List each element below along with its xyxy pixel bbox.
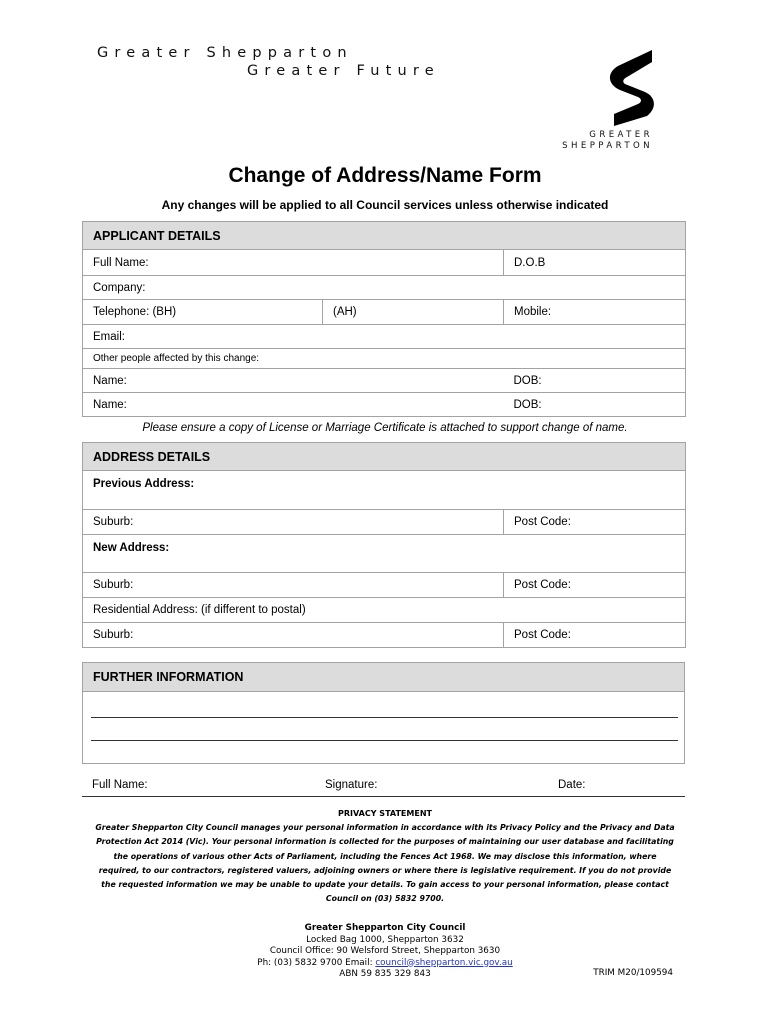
logo-wordmark (562, 130, 653, 152)
signoff-line[interactable] (82, 796, 685, 797)
tagline-line1: Greater Shepparton (97, 45, 353, 61)
logo-text-line1: GREATER (589, 130, 653, 140)
privacy-statement-title: PRIVACY STATEMENT (338, 809, 432, 818)
council-phone-email-prefix: Ph: (03) 5832 9700 Email: (257, 957, 373, 968)
council-abn: ABN 59 835 329 843 (339, 969, 431, 979)
residential-suburb-field[interactable]: Suburb: (83, 623, 504, 648)
tagline-line2: Greater Future (247, 63, 440, 79)
further-info-line (91, 717, 678, 718)
previous-suburb-field[interactable]: Suburb: (83, 510, 504, 535)
email-field[interactable]: Email: (83, 325, 686, 349)
signoff-full-name-label: Full Name: (92, 779, 148, 791)
telephone-ah-field[interactable]: (AH) (323, 300, 504, 325)
council-address-line1: Locked Bag 1000, Shepparton 3632 (306, 934, 464, 945)
council-email-link[interactable]: council@shepparton.vic.gov.au (375, 957, 513, 968)
form-title: Change of Address/Name Form (228, 164, 542, 187)
applicant-details-header: APPLICANT DETAILS (83, 222, 686, 250)
new-post-code-field[interactable]: Post Code: (504, 573, 686, 598)
other-person-name-field[interactable]: Name: (83, 369, 504, 393)
further-information-header: FURTHER INFORMATION (83, 663, 684, 692)
new-suburb-field[interactable]: Suburb: (83, 573, 504, 598)
privacy-statement-text: Greater Shepparton City Council manages your personal information in accordance with its Privacy Policy and the Privacy and Data Protection Act 2014 (Vic). Your personal information is collected for the purposes of maintaining our user database and facilitating the operations of various other Acts of Parliament, including the Fences Act 1968. We may disclose this information, where required, to our contractors, registered valuers, adjoining owners or where there is legislative requirement. If you do not provide the requested information we may be unable to update your details. To gain access to your personal information, please contact Council on (03) 5832 9700. (95, 823, 675, 904)
other-person-name-field[interactable]: Name: (83, 393, 504, 417)
certificate-note: Please ensure a copy of License or Marriage Certificate is attached to support change of name. (142, 422, 628, 434)
address-details-header: ADDRESS DETAILS (83, 443, 686, 471)
mobile-field[interactable]: Mobile: (504, 300, 686, 325)
residential-address-field[interactable]: Residential Address: (if different to postal) (83, 598, 686, 623)
previous-address-field[interactable]: Previous Address: (83, 471, 686, 510)
telephone-bh-field[interactable]: Telephone: (BH) (83, 300, 323, 325)
trim-reference: TRIM M20/109594 (593, 968, 673, 978)
dob-field[interactable]: D.O.B (504, 250, 686, 276)
address-details-table (82, 442, 686, 648)
shepparton-logo-icon (600, 48, 660, 128)
others-affected-label: Other people affected by this change: (83, 349, 686, 369)
council-name: Greater Shepparton City Council (304, 923, 466, 933)
logo-text-line2: SHEPPARTON (562, 141, 653, 151)
full-name-field[interactable]: Full Name: (83, 250, 504, 276)
further-info-line (91, 740, 678, 741)
other-person-dob-field[interactable]: DOB: (504, 393, 686, 417)
other-person-dob-field[interactable]: DOB: (504, 369, 686, 393)
applicant-details-table (82, 221, 686, 417)
signoff-date-label: Date: (558, 779, 586, 791)
new-address-field[interactable]: New Address: (83, 535, 686, 573)
previous-post-code-field[interactable]: Post Code: (504, 510, 686, 535)
signoff-signature-label: Signature: (325, 779, 378, 791)
company-field[interactable]: Company: (83, 276, 686, 300)
council-address-line2: Council Office: 90 Welsford Street, Shepparton 3630 (269, 946, 501, 956)
further-information-box[interactable] (82, 662, 685, 764)
form-subtitle: Any changes will be applied to all Council services unless otherwise indicated (161, 198, 609, 212)
residential-post-code-field[interactable]: Post Code: (504, 623, 686, 648)
